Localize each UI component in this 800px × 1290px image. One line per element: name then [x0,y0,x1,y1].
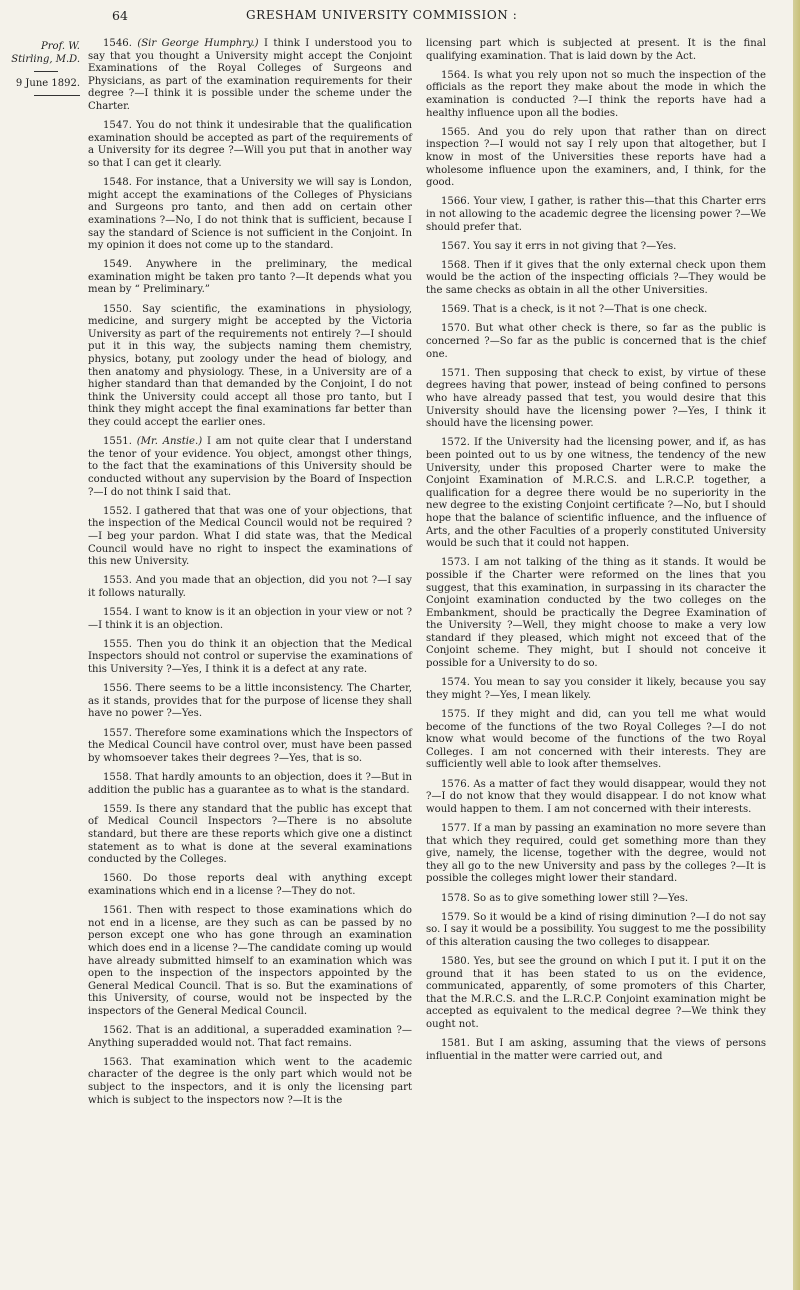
question-number: 1570. [441,323,470,335]
evidence-paragraph [88,804,412,867]
evidence-paragraph [88,177,412,253]
evidence-text: That examination which went to the academic character of the degree is the only part which would not be subject to the inspectors, and it is only the licensing part which is subject to the inspectors now ?—It is the [88,1056,412,1106]
evidence-paragraph [426,196,766,234]
evidence-paragraph [426,127,766,190]
evidence-paragraph [426,38,766,63]
evidence-paragraph [426,893,766,906]
witness-degree: Stirling, M.D. [11,54,80,65]
page-number: 64 [112,8,128,23]
question-number: 1566. [441,196,470,208]
question-number: 1567. [441,240,470,252]
evidence-paragraph [88,683,412,721]
evidence-text: Then supposing that check to exist, by virtue of these degrees having that power, instead of being confined to persons who have already passed that test, you would desire that this University should have the licensing power ?—Yes, I think it should have the licensing power. [426,367,766,430]
question-number: 1556. [103,683,132,695]
evidence-text: I gathered that that was one of your objections, that the inspection of the Medical Council would not be required ?—I beg your pardon. What I did state was, that the Medical Council would have no right to inspect the examinations of this new University. [88,505,412,568]
evidence-paragraph [88,575,412,600]
margin-note [4,40,80,96]
question-number: 1562. [103,1025,132,1037]
evidence-paragraph [88,120,412,170]
question-number: 1564. [441,69,470,81]
question-number: 1578. [441,892,470,904]
evidence-paragraph [426,557,766,670]
evidence-paragraph [426,323,766,361]
evidence-text: If a man by passing an examination no more severe than that which they required, could get something more than they give, namely, the license, together with the degree, would not they all go to the new University and pass by the colleges ?—It is possible the colleges might lower their standard. [426,822,766,885]
evidence-text: So it would be a kind of rising diminution ?—I do not say so. I say it would be a possibility. You suggest to me the possibility of this alteration causing the two colleges to disappear. [426,911,766,948]
margin-rule [34,71,58,72]
evidence-paragraph [88,259,412,297]
evidence-text: That is a check, is it not ?—That is one check. [469,304,708,316]
evidence-text: Do those reports deal with anything except examinations which end in a license ?—They do not. [88,873,412,897]
evidence-paragraph [88,607,412,632]
question-number: 1572. [441,437,470,449]
evidence-text: So as to give something lower still ?—Yes. [469,892,689,904]
question-number: 1576. [441,778,470,790]
question-number: 1577. [441,822,470,834]
evidence-text: Your view, I gather, is rather this—that this Charter errs in not allowing to the academic degree the licensing power ?—We should prefer that. [426,196,766,233]
witness-name: Prof. W. [41,41,80,52]
question-number: 1557. [103,727,132,739]
margin-rule [34,95,80,96]
question-number: 1554. [103,607,132,619]
evidence-text: Then if it gives that the only external check upon them would be the action of the inspecting officials ?—They would be the same checks as obtain in all the other Universities. [426,259,766,297]
question-number: 1568. [441,259,470,271]
evidence-text: Then with respect to those examinations which do not end in a license, are they such as can be passed by no person except one who has gone through an examination which does end in a license ?—The candidate coming up would have already submitted himself to an examination which was open to the inspection of the inspectors appointed by the General Medical Council. That is so. But the examinations of this University, of course, would not be inspected by the inspectors of the General Medical Council. [88,905,412,1017]
question-number: 1546. [103,38,132,49]
evidence-paragraph [88,905,412,1018]
evidence-paragraph [426,779,766,817]
evidence-paragraph [88,506,412,569]
question-number: 1571. [441,367,470,379]
question-number: 1579. [441,911,470,923]
evidence-text: For instance, that a University we will say is London, might accept the examinations of the Colleges of Physicians and Surgeons pro tanto, and then add on certain other examinations ?—No, I do not think that is sufficient, because I say the standard of Science is not sufficient in the Conjoint. In my opinion it does not come up to the standard. [88,177,412,252]
question-number: 1560. [103,873,132,885]
evidence-paragraph [88,436,412,499]
hearing-date: 9 June 1892. [15,78,80,89]
evidence-text: Anywhere in the preliminary, the medical examination might be taken pro tanto ?—It depends what you mean by “ Preliminary.” [88,259,412,296]
evidence-paragraph [426,241,766,254]
evidence-paragraph [88,728,412,766]
evidence-text: licensing part which is subjected at present. It is the final qualifying examination. That is laid down by the Act. [426,38,766,62]
evidence-text: Is what you rely upon not so much the inspection of the officials as the report they make about the mode in which the examination is conducted ?—I think the reports have had a healthy influence upon all the bodies. [426,69,766,119]
question-number: 1552. [103,505,132,517]
question-number: 1559. [103,803,132,815]
question-number: 1561. [103,905,132,917]
evidence-text: Is there any standard that the public has except that of Medical Council Inspectors ?—There is no absolute standard, but there are these reports which give one a distinct statement as to what is done at the several examinations conducted by the Colleges. [88,803,412,866]
evidence-text: I think I understood you to say that you thought a University might accept the Conjoint Examinations of the Royal Colleges of Surgeons and Physicians, as part of the examination requirements for their degree ?—I think it is possible under the scheme under the Charter. [88,38,412,112]
page-header [0,8,800,28]
evidence-text: There seems to be a little inconsistency. The Charter, as it stands, provides that for the purpose of license they shall have no power ?—Yes. [88,683,412,720]
evidence-paragraph [426,823,766,886]
evidence-paragraph [426,956,766,1032]
evidence-paragraph [88,772,412,797]
evidence-text: You say it errs in not giving that ?—Yes. [469,240,677,252]
evidence-text: You mean to say you consider it likely, because you say they might ?—Yes, I mean likely. [426,677,766,701]
evidence-paragraph [426,304,766,317]
evidence-text: But I am asking, assuming that the views of persons influential in the matter were carried out, and [426,1038,766,1062]
evidence-text: And you do rely upon that rather than on direct inspection ?—I would not say I rely upon that altogether, but I know in most of the Universities these reports have had a wholesome influence upon the examiners, and, I think, for the good. [426,126,766,189]
evidence-paragraph [426,912,766,950]
question-number: 1548. [103,177,132,189]
evidence-paragraph [88,1025,412,1050]
evidence-text: And you made that an objection, did you not ?—I say it follows naturally. [88,575,412,599]
evidence-text: Yes, but see the ground on which I put it. I put it on the ground that it has been stated to us on the evidence, communicated, apparently, of some promoters of this Charter, that the M.R.C.S. and the L.R.C.P. Conjoint examination might be accepted as equivalent to the medical degree ?—We think they ought not. [426,956,766,1031]
evidence-paragraph [426,368,766,431]
question-number: 1565. [441,126,470,138]
question-number: 1555. [103,638,132,650]
evidence-paragraph [88,1057,412,1107]
evidence-text: Therefore some examinations which the Inspectors of the Medical Council have control over, must have been passed by whomsoever takes their degrees ?—Yes, that is so. [88,727,412,764]
evidence-text: I am not talking of the thing as it stands. It would be possible if the Charter were reformed on the lines that you suggest, that this examination, in surpassing in its character the Conjoint examination conducted by the two colleges on the Embankment, should be practically the Degree Examination of the University ?—Well, they might choose to make a very low standard if they pleased, which might not exceed that of the Conjoint scheme. They might, but I should not conceive it possible for a University to do so. [426,557,766,670]
evidence-text: But what other check is there, so far as the public is concerned ?—So far as the public is concerned that is the chief one. [426,323,766,360]
running-title: GRESHAM UNIVERSITY COMMISSION : [246,8,518,22]
question-number: 1574. [441,677,470,689]
evidence-paragraph [88,38,412,114]
evidence-text: As a matter of fact they would disappear, would they not ?—I do not know that they would disappear. I do not know what would happen to them. I am not concerned with their interests. [426,778,766,815]
evidence-paragraph [88,873,412,898]
evidence-text: Then you do think it an objection that the Medical Inspectors should not control or supervise the examinations of this University ?—Yes, I think it is a defect at any rate. [88,638,412,676]
evidence-paragraph [426,1038,766,1063]
left-column [88,38,412,1114]
question-number: 1580. [441,956,470,968]
question-number: 1558. [103,772,132,783]
question-number: 1575. [441,709,470,721]
evidence-paragraph [426,709,766,772]
question-number: 1581. [441,1038,470,1050]
evidence-text: I am not quite clear that I understand the tenor of your evidence. You object, amongst other things, to the fact that the examinations of this University should be conducted without any supervision by the Board of Inspection ?—I do not think I said that. [88,436,412,498]
question-number: 1563. [103,1056,132,1068]
page-edge [793,0,800,1290]
question-number: 1547. [103,120,132,132]
evidence-text: If they might and did, can you tell me what would become of the functions of the two Royal Colleges ?—I do not know what would become of the functions of the two Royal Colleges. I am not concerned with their interests. They are sufficiently well able to look after themselves. [426,709,766,771]
evidence-text: If the University had the licensing power, and if, as has been pointed out to us by one witness, the tendency of the new University, under this proposed Charter were to make the Conjoint Examination of M.R.C.S. and L.R.C.P. together, a qualification for a degree there would be no superiority in the new degree to the existing Conjoint certificate ?—No, but I should hope that the balance of scientific influence, and the influence of Arts, and the other Faculties of a properly constituted University would be such that it could not happen. [426,437,766,550]
evidence-paragraph [88,304,412,430]
evidence-text: You do not think it undesirable that the qualification examination should be accepted as part of the requirements of a University for its degree ?—Will you put that in another way so that I can get it clearly. [88,120,412,169]
question-number: 1550. [103,303,132,315]
question-number: 1551. [103,436,132,448]
question-number: 1569. [441,304,470,316]
right-column [426,38,766,1070]
questioner-name: (Mr. Anstie.) [136,436,203,448]
question-number: 1553. [103,575,132,587]
evidence-text: Say scientific, the examinations in physiology, medicine, and surgery might be accepted by the Victoria University as part of the requirements not entirely ?—I should put it in this way, the subjects naming them chemistry, physics, botany, put zoology under the head of biology, and then anatomy and physiology. These, in a University are of a higher standard than that demanded by the Conjoint, I do not think the University could accept all those pro tanto, but I think they might accept the final examinations far better than they could accept the earlier ones. [88,303,412,428]
evidence-text: I want to know is it an objection in your view or not ?—I think it is an objection. [88,607,412,631]
evidence-paragraph [426,677,766,702]
questioner-name: (Sir George Humphry.) [137,38,259,49]
question-number: 1549. [103,259,132,271]
evidence-paragraph [426,70,766,120]
evidence-text: That is an additional, a superadded examination ?—Anything superadded would not. That fact remains. [88,1025,412,1049]
evidence-paragraph [88,639,412,677]
evidence-paragraph [426,437,766,550]
question-number: 1573. [441,557,470,569]
evidence-text: That hardly amounts to an objection, does it ?—But in addition the public has a guarantee as to what is the standard. [88,772,412,796]
evidence-paragraph [426,260,766,298]
